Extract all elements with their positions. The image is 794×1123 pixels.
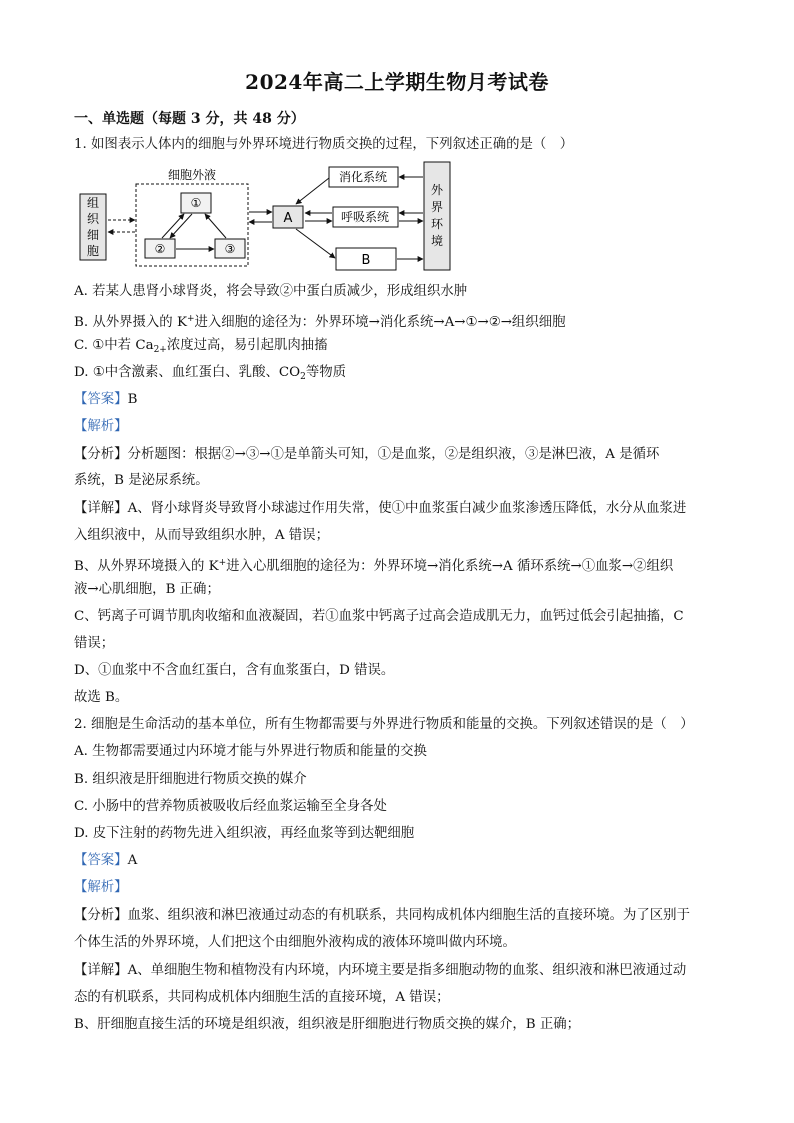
q2-analysis-line-2: 个体生活的外界环境，人们把这个由细胞外液构成的液体环境叫做内环境。 bbox=[74, 935, 516, 950]
external-environment-label-4: 境 bbox=[430, 234, 444, 248]
extracellular-fluid-label: 细胞外液 bbox=[167, 168, 217, 182]
detail-tag: 【详解】 bbox=[74, 501, 128, 516]
detail-tag: 【详解】 bbox=[74, 963, 128, 978]
analysis-tag: 【分析】 bbox=[74, 447, 128, 462]
q2-answer bbox=[74, 852, 137, 870]
lymph-number: ③ bbox=[224, 242, 236, 256]
q2-detail-a-line-2: 态的有机联系，共同构成机体内细胞生活的直接环境，A 错误； bbox=[74, 990, 450, 1005]
external-environment-box bbox=[424, 162, 450, 270]
detail-text: A、肾小球肾炎导致肾小球滤过作用失常，使①中血浆蛋白减少血浆渗透压降低，水分从血浆进 bbox=[127, 501, 687, 516]
q2-analysis-line-1 bbox=[74, 907, 690, 925]
detail-text: A、单细胞生物和植物没有内环境，内环境主要是指多细胞动物的血浆、组织液和淋巴液通过动 bbox=[127, 963, 687, 978]
q1-option-b-text-1: B. 从外界摄入的 K bbox=[74, 315, 187, 330]
q1-detail-c-line-1: C、钙离子可调节肌肉收缩和血液凝固，若①血浆中钙离子过高会造成肌无力，血钙过低会引起抽搐，C bbox=[74, 609, 684, 624]
answer-value: B bbox=[127, 392, 138, 407]
box-b-label: B bbox=[361, 253, 371, 268]
box-a-label: A bbox=[283, 211, 293, 226]
external-environment-label-2: 界 bbox=[430, 200, 444, 214]
q1-detail-b-line-1 bbox=[74, 554, 673, 576]
q2-option-d: D. 皮下注射的药物先进入组织液，再经血浆等到达靶细胞 bbox=[74, 826, 415, 841]
q1-option-d-subscript: 2 bbox=[300, 372, 306, 382]
tissue-cell-label-4: 胞 bbox=[86, 244, 100, 258]
q1-analysis-line-1 bbox=[74, 446, 659, 464]
q2-option-c: C. 小肠中的营养物质被吸收后经血浆运输至全身各处 bbox=[74, 799, 387, 814]
tissue-cell-label-3: 细 bbox=[86, 228, 100, 242]
q1-analysis-line-2: 系统，B 是泌尿系统。 bbox=[74, 473, 209, 488]
answer-tag: 【答案】 bbox=[74, 853, 128, 868]
q2-detail-a-line-1 bbox=[74, 962, 686, 980]
digestive-system-label: 消化系统 bbox=[338, 170, 388, 184]
q1-answer bbox=[74, 391, 137, 409]
q1-diagram bbox=[74, 160, 464, 276]
external-environment-label-1: 外 bbox=[430, 183, 444, 197]
tissue-cell-label-2: 织 bbox=[86, 212, 100, 226]
detail-b-text-2: 进入心肌细胞的途径为：外界环境→消化系统→A 循环系统→①血浆→②组织 bbox=[226, 559, 674, 574]
analysis-tag: 【分析】 bbox=[74, 908, 128, 923]
external-environment-label-3: 环 bbox=[430, 217, 444, 231]
q1-option-b-superscript: + bbox=[186, 314, 195, 324]
tissue-fluid-number: ② bbox=[154, 242, 166, 256]
page-title: 2024年高二上学期生物月考试卷 bbox=[245, 70, 549, 94]
q1-option-c-text-1: C. ①中若 Ca bbox=[74, 338, 154, 353]
q1-detail-d: D、①血浆中不含血红蛋白，含有血浆蛋白，D 错误。 bbox=[74, 663, 395, 678]
q1-option-c-text-2: 浓度过高，易引起肌肉抽搐 bbox=[166, 338, 328, 353]
q1-detail-c-line-2: 错误； bbox=[74, 636, 115, 651]
q2-option-a: A. 生物都需要通过内环境才能与外界进行物质和能量的交换 bbox=[74, 744, 427, 759]
q1-explanation-tag: 【解析】 bbox=[74, 419, 128, 434]
section-heading: 一、单选题（每题 3 分，共 48 分） bbox=[74, 111, 305, 127]
q1-option-b-text-2: 进入细胞的途径为：外界环境→消化系统→A→①→②→组织细胞 bbox=[194, 315, 566, 330]
q1-detail-a-line-2: 入组织液中，从而导致组织水肿，A 错误； bbox=[74, 528, 329, 543]
q2-detail-b: B、肝细胞直接生活的环境是组织液，组织液是肝细胞进行物质交换的媒介，B 正确； bbox=[74, 1017, 580, 1032]
answer-value: A bbox=[127, 853, 138, 868]
tissue-cell-label-1: 组 bbox=[86, 196, 100, 210]
q1-option-a: A. 若某人患肾小球肾炎，将会导致②中蛋白质减少，形成组织水肿 bbox=[74, 284, 468, 299]
q2-stem: 2. 细胞是生命活动的基本单位，所有生物都需要与外界进行物质和能量的交换。下列叙述错误的是（ ） bbox=[74, 717, 694, 732]
q1-conclusion: 故选 B。 bbox=[74, 690, 129, 705]
q1-option-d-text-2: 等物质 bbox=[305, 365, 346, 380]
analysis-text: 分析题图：根据②→③→①是单箭头可知，①是血浆，②是组织液，③是淋巴液，A 是循环 bbox=[127, 447, 660, 462]
q2-option-b: B. 组织液是肝细胞进行物质交换的媒介 bbox=[74, 772, 307, 787]
q1-option-c-subscript: 2+ bbox=[153, 345, 167, 355]
q1-option-b bbox=[74, 310, 566, 332]
respiratory-system-label: 呼吸系统 bbox=[340, 210, 390, 224]
answer-tag: 【答案】 bbox=[74, 392, 128, 407]
q2-explanation-tag: 【解析】 bbox=[74, 880, 128, 895]
plasma-number: ① bbox=[190, 196, 202, 210]
q1-detail-a-line-1 bbox=[74, 500, 686, 518]
q1-stem: 1. 如图表示人体内的细胞与外界环境进行物质交换的过程，下列叙述正确的是（ ） bbox=[74, 137, 574, 152]
q1-option-c bbox=[74, 337, 328, 359]
q1-option-d-text-1: D. ①中含激素、血红蛋白、乳酸、CO bbox=[74, 365, 301, 380]
q1-detail-b-line-2: 液→心肌细胞，B 正确； bbox=[74, 582, 220, 597]
analysis-text: 血浆、组织液和淋巴液通过动态的有机联系，共同构成机体内细胞生活的直接环境。为了区别于 bbox=[127, 908, 690, 923]
detail-b-text-1: B、从外界环境摄入的 K bbox=[74, 559, 219, 574]
detail-b-superscript: + bbox=[218, 558, 227, 568]
q1-option-d bbox=[74, 364, 346, 386]
